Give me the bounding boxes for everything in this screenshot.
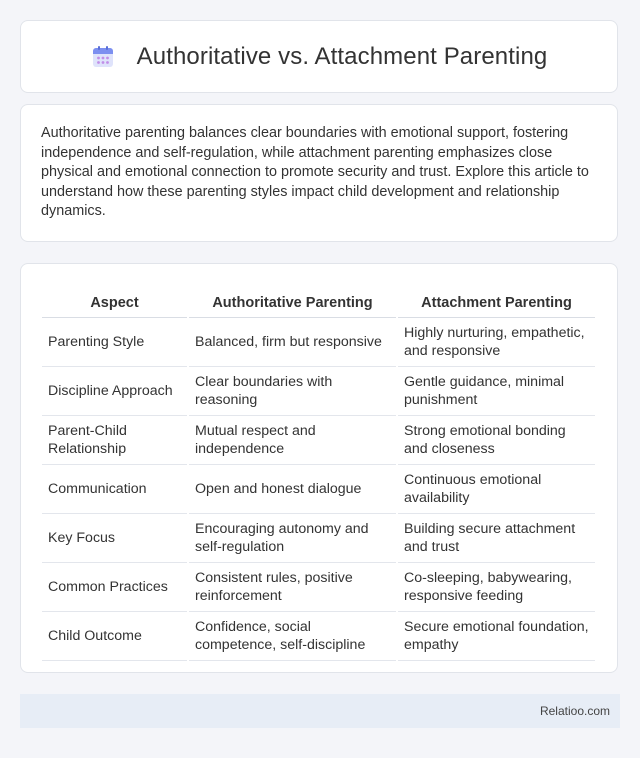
cell-attachment: Continuous emotional availability [398, 465, 595, 514]
table-row [42, 465, 595, 514]
comparison-card [20, 263, 618, 673]
table-row [42, 612, 595, 661]
calendar-icon [91, 45, 115, 69]
cell-authoritative: Consistent rules, positive reinforcement [189, 563, 396, 612]
footer-bar [20, 694, 620, 728]
table-header-row [42, 284, 595, 318]
title-card [20, 20, 618, 93]
table-row [42, 318, 595, 367]
comparison-table [40, 284, 597, 661]
cell-aspect: Parent-Child Relationship [42, 416, 187, 465]
intro-text: Authoritative parenting balances clear boundaries with emotional support, fostering independence and self-regulation, while attachment parenting emphasizes close physical and emotional connection to promote security and trust. Explore this article to understand how these parenting styles impact child development and relationship dynamics. [41, 125, 589, 220]
table-row [42, 563, 595, 612]
cell-attachment: Strong emotional bonding and closeness [398, 416, 595, 465]
footer-brand[interactable]: Relatioo.com [539, 704, 610, 718]
cell-authoritative: Mutual respect and independence [189, 416, 396, 465]
cell-aspect: Parenting Style [42, 318, 187, 367]
cell-authoritative: Clear boundaries with reasoning [189, 367, 396, 416]
cell-aspect: Child Outcome [42, 612, 187, 661]
cell-attachment: Building secure attachment and trust [398, 514, 595, 563]
page-title: Authoritative vs. Attachment Parenting [136, 42, 548, 70]
cell-aspect: Common Practices [42, 563, 187, 612]
cell-aspect: Discipline Approach [42, 367, 187, 416]
cell-attachment: Co-sleeping, babywearing, responsive feeding [398, 563, 595, 612]
intro-card [20, 104, 618, 242]
header-aspect: Aspect [42, 284, 187, 318]
cell-attachment: Secure emotional foundation, empathy [398, 612, 595, 661]
cell-authoritative: Open and honest dialogue [189, 465, 396, 514]
cell-authoritative: Encouraging autonomy and self-regulation [189, 514, 396, 563]
header-authoritative: Authoritative Parenting [189, 284, 396, 318]
cell-attachment: Highly nurturing, empathetic, and responsive [398, 318, 595, 367]
table-row [42, 367, 595, 416]
cell-authoritative: Confidence, social competence, self-discipline [189, 612, 396, 661]
header-attachment: Attachment Parenting [398, 284, 595, 318]
cell-aspect: Key Focus [42, 514, 187, 563]
table-row [42, 514, 595, 563]
cell-attachment: Gentle guidance, minimal punishment [398, 367, 595, 416]
table-row [42, 416, 595, 465]
cell-authoritative: Balanced, firm but responsive [189, 318, 396, 367]
cell-aspect: Communication [42, 465, 187, 514]
